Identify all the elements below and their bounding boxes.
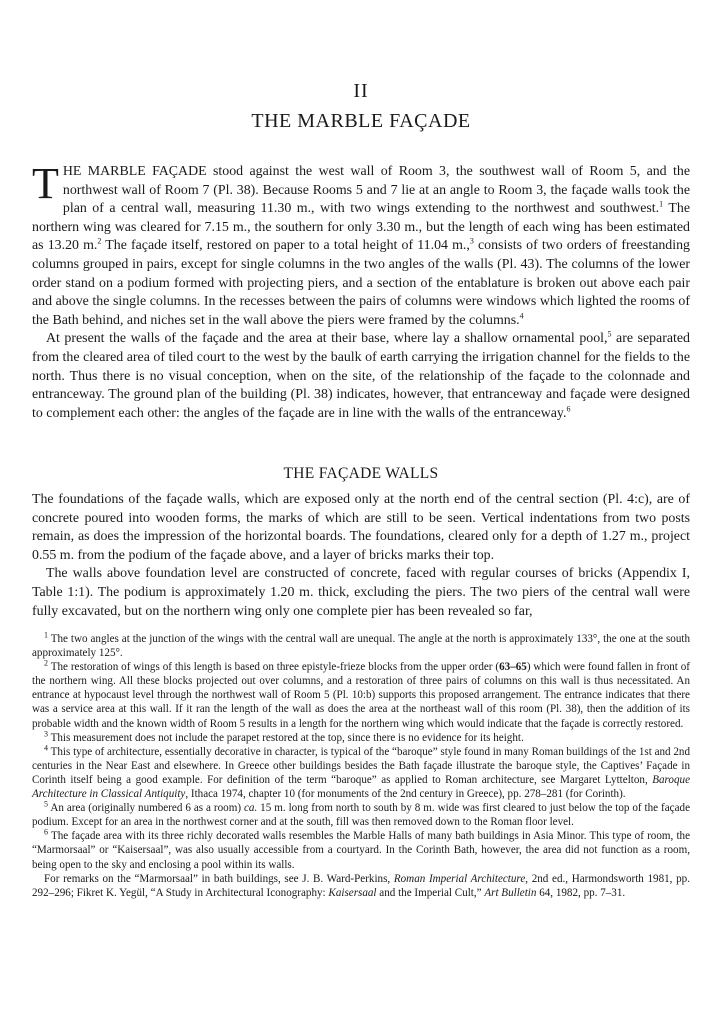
section-text <box>32 491 690 621</box>
drop-cap: T <box>32 159 59 208</box>
footnote-2: $^2$ The restoration of wings of this length is based on three epistyle-frieze blocks from the upper order (63–65) which were found fallen in front of the northern wing. All these blocks projected out over columns, and a restoration of three pairs of columns on this wall is thus necessitated. An entrance at hypocaust level through the northwest wall of Room 5 (Pl. 10:b) supports this proposed arrangement. The entrance indicates that there was a service area at this wall. If it ran the length of the wall as does the area at the northeast wall of this room (Pl. 38), then the addition of its probable width and the known width of Room 5 results in a length for the northern wing which would indicate that the façade is correctly restored. <box>32 658 690 730</box>
section-paragraph-2: The walls above foundation level are constructed of concrete, faced with regular courses of bricks (Appendix I, Table 1:1). The podium is approximately 1.20 m. thick, excluding the piers. The two piers of the central wall were fully excavated, but on the northern wing only one complete pier has been revealed so far, <box>32 566 690 619</box>
footnote-3: $^3$ This measurement does not include the parapet restored at the top, since there is no evidence for its height. <box>44 728 524 744</box>
footnote-4: $^4$ This type of architecture, essentially decorative in character, is typical of the “baroque” style found in many Roman buildings of the 1st and 2nd centuries in the Near East and elsewhere. In Greece other buildings besides the Bath façade illustrate the baroque style, the Captives’ Façade in Corinth itself being a good example. For definition of the term “baroque” as applied to Roman architecture, see Margaret Lyttelton, Baroque Architecture in Classical Antiquity, Ithaca 1974, chapter 10 (for monuments of the 2nd century in Greece), pp. 278–281 (for Corinth). <box>32 743 690 801</box>
footnote-ref[interactable]: 5 <box>607 329 612 339</box>
footnote-ref[interactable]: 2 <box>97 236 102 246</box>
chapter-title: THE MARBLE FAÇADE <box>251 110 471 132</box>
intro-paragraph-1: THE MARBLE FAÇADE stood against the west wall of Room 3, the southwest wall of Room 5, and the northwest wall of Room 7 (Pl. 38). Because Rooms 5 and 7 lie at an angle to Room 3, the façade walls took the plan of a central wall, measuring 11.30 m., with two wings extending to the northwest and southwest.$^1$ The northern wing was cleared for 7.15 m., the southern for only 3.30 m., but the length of each wing has been estimated as 13.20 m.$^2$ The façade itself, restored on paper to a total height of 11.04 m.,$^3$ consists of two orders of freestanding columns grouped in pairs, except for single columns in the two angles of the walls (Pl. 43). The columns of the lower order stand on a podium formed with projecting piers, and a section of the entablature is broken out above each pair and above the single columns. In the recesses between the pairs of columns were windows which lighted the rooms of the Bath behind, and niches set in the wall above the piers were framed by the columns.$^4$ <box>32 159 690 328</box>
section-heading: THE FAÇADE WALLS <box>283 465 439 482</box>
intro-paragraph-2: At present the walls of the façade and the area at their base, where lay a shallow ornamental pool,$^5$ are separated from the cleared area of tiled court to the west by the baulk of earth carrying the irrigation channel for the fields to the north. Thus there is no visual conception, when on the site, of the relationship of the façade to the colonnade and entranceway. The ground plan of the building (Pl. 38) indicates, however, that entranceway and façade were designed to complement each other: the angles of the façade are in line with the walls of the entranceway.$^6$ <box>32 329 690 421</box>
footnote-1: $^1$ The two angles at the junction of the wings with the central wall are unequal. The angle at the north is approximately 133°, the one at the south approximately 125°. <box>32 630 690 660</box>
intro-text <box>32 159 690 423</box>
footnote-ref[interactable]: 6 <box>566 404 571 414</box>
footnote-6: $^6$ The façade area with its three richly decorated walls resembles the Marble Halls of many bath buildings in Asia Minor. This type of room, the “Marmorsaal” or “Kaisersaal”, was also usually accessible from a courtyard. In the Corinth Bath, however, the area did not function as a room, being open to the sky and enclosing a pool within its walls. <box>32 827 690 871</box>
intro-lead: HE MARBLE FAÇADE <box>62 164 207 179</box>
footnote-ref[interactable]: 1 <box>659 199 664 209</box>
footnote-ref[interactable]: 3 <box>469 236 474 246</box>
footnotes <box>32 632 690 900</box>
section-paragraph-1: The foundations of the façade walls, which are exposed only at the north end of the central section (Pl. 4:c), are of concrete poured into wooden forms, the marks of which are still to be seen. Vertical indentations from two posts remain, as does the impression of the horizontal boards. The foundations, cleared only for a depth of 1.27 m., project 0.55 m. from the podium of the façade above, and a layer of bricks marks their top. <box>32 492 690 563</box>
chapter-number: II <box>353 80 369 102</box>
footnote-5: $^5$ An area (originally numbered 6 as a room) ca. 15 m. long from north to south by 8 m. wide was first cleared to just below the top of the façade podium. Except for an area in the northwest corner and at the south, fill was then removed down to the Roman floor level. <box>32 799 690 829</box>
footnote-6-continued: For remarks on the “Marmorsaal” in bath buildings, see J. B. Ward-Perkins, Roman Imperial Architecture, 2nd ed., Harmondsworth 1981, pp. 292–296; Fikret K. Yegül, “A Study in Architectural Iconography: Kaisersaal and the Imperial Cult,” Art Bulletin 64, 1982, pp. 7–31. <box>32 872 690 899</box>
footnote-ref[interactable]: 4 <box>519 311 524 321</box>
